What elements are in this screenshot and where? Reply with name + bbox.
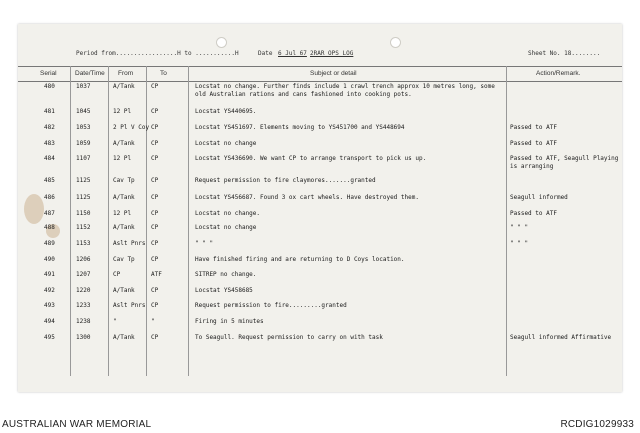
row-action: Passed to ATF	[510, 124, 557, 131]
row-from: Cav Tp	[113, 256, 135, 263]
row-time: 1233	[76, 302, 91, 309]
row-time: 1125	[76, 177, 91, 184]
row-serial: 490	[44, 256, 55, 263]
row-serial: 491	[44, 271, 55, 278]
row-subject: Firing in 5 minutes	[195, 318, 264, 325]
row-subject: Locstat YS436690. We want CP to arrange transport to pick us up.	[195, 155, 427, 162]
row-serial: 494	[44, 318, 55, 325]
row-from: A/Tank	[113, 334, 135, 341]
col-datetime: Date/Time	[75, 70, 105, 77]
column-divider	[146, 66, 147, 376]
column-divider	[506, 66, 507, 376]
hq-title: 2RAR OPS LOG	[310, 50, 354, 57]
row-to: CP	[151, 256, 159, 263]
row-to: CP	[151, 210, 159, 217]
row-to: CP	[151, 334, 159, 341]
row-to: CP	[151, 302, 159, 309]
row-time: 1220	[76, 287, 91, 294]
row-action: Passed to ATF	[510, 210, 557, 217]
row-time: 1152	[76, 224, 91, 231]
row-time: 1300	[76, 334, 91, 341]
stain	[24, 194, 44, 224]
row-time: 1206	[76, 256, 91, 263]
row-from: CP	[113, 271, 121, 278]
log-sheet	[18, 24, 622, 392]
row-action: " " "	[510, 240, 529, 247]
row-to: CP	[151, 155, 159, 162]
row-from: 12 Pl	[113, 108, 132, 115]
row-to: ATF	[151, 271, 162, 278]
row-subject: Locstat YS451697. Elements moving to YS451700 and YS448694	[195, 124, 405, 131]
row-subject: Locstat no change	[195, 140, 257, 147]
col-serial: Serial	[40, 70, 57, 77]
row-serial: 483	[44, 140, 55, 147]
row-to: CP	[151, 108, 159, 115]
row-subject: Locstat YS440695.	[195, 108, 257, 115]
row-subject: Locstat YS456687. Found 3 ox cart wheels. Have destroyed them.	[195, 194, 419, 201]
row-time: 1053	[76, 124, 91, 131]
punch-hole	[216, 37, 227, 48]
row-subject: Locstat no change. Further finds include 1 crawl trench approx 10 metres long, some old Australian rations and cans fashioned into cooking pots.	[195, 83, 495, 98]
row-from: 2 Pl V Coy	[113, 124, 150, 131]
column-divider	[70, 66, 71, 376]
row-from: A/Tank	[113, 140, 135, 147]
row-serial: 482	[44, 124, 55, 131]
row-from: Aslt Pnrs	[113, 302, 146, 309]
row-action: Seagull informed	[510, 194, 568, 201]
row-from: A/Tank	[113, 83, 135, 90]
row-serial: 486	[44, 194, 55, 201]
period-field: Period from.................H to ...........H	[76, 50, 239, 57]
footer-id: RCDIG1029933	[560, 419, 634, 430]
row-to: CP	[151, 124, 159, 131]
row-serial: 487	[44, 210, 55, 217]
row-action: " " "	[510, 224, 529, 231]
row-serial: 481	[44, 108, 55, 115]
punch-hole	[390, 37, 401, 48]
row-action: Passed to ATF	[510, 140, 557, 147]
row-to: "	[151, 318, 155, 325]
column-divider	[108, 66, 109, 376]
row-time: 1107	[76, 155, 91, 162]
row-from: Cav Tp	[113, 177, 135, 184]
row-to: CP	[151, 140, 159, 147]
row-subject: Request permission to fire.........granted	[195, 302, 347, 309]
footer-credit: AUSTRALIAN WAR MEMORIAL	[2, 419, 152, 430]
row-time: 1059	[76, 140, 91, 147]
date-value: 6 Jul 67	[278, 50, 307, 57]
row-subject: To Seagull. Request permission to carry on with task	[195, 334, 383, 341]
row-to: CP	[151, 83, 159, 90]
row-time: 1125	[76, 194, 91, 201]
col-action: Action/Remark.	[536, 70, 581, 77]
column-divider	[188, 66, 189, 376]
date-label: Date	[258, 50, 273, 57]
col-subject: Subject or detail	[310, 70, 357, 77]
row-from: A/Tank	[113, 194, 135, 201]
row-serial: 493	[44, 302, 55, 309]
col-to: To	[160, 70, 167, 77]
row-to: CP	[151, 194, 159, 201]
row-to: CP	[151, 224, 159, 231]
row-from: A/Tank	[113, 287, 135, 294]
row-from: Aslt Pnrs	[113, 240, 146, 247]
row-to: CP	[151, 287, 159, 294]
row-subject: Request permission to fire claymores.......granted	[195, 177, 376, 184]
row-action: Seagull informed Affirmative	[510, 334, 612, 341]
row-subject: SITREP no change.	[195, 271, 257, 278]
row-from: A/Tank	[113, 224, 135, 231]
row-from: 12 Pl	[113, 155, 132, 162]
row-subject: " " "	[195, 240, 214, 247]
row-time: 1153	[76, 240, 91, 247]
row-time: 1207	[76, 271, 91, 278]
row-from: 12 Pl	[113, 210, 132, 217]
row-to: CP	[151, 240, 159, 247]
sheet-number: Sheet No. 18........	[528, 50, 601, 57]
row-time: 1150	[76, 210, 91, 217]
row-from: "	[113, 318, 117, 325]
row-serial: 489	[44, 240, 55, 247]
row-serial: 495	[44, 334, 55, 341]
row-subject: Have finished firing and are returning to D Coys location.	[195, 256, 405, 263]
row-time: 1045	[76, 108, 91, 115]
row-time: 1037	[76, 83, 91, 90]
row-serial: 485	[44, 177, 55, 184]
row-serial: 488	[44, 224, 55, 231]
row-serial: 480	[44, 83, 55, 90]
col-from: From	[118, 70, 134, 77]
row-subject: Locstat no change	[195, 224, 257, 231]
row-subject: Locstat no change.	[195, 210, 261, 217]
row-action: Passed to ATF, Seagull Playing is arranging	[510, 155, 619, 170]
row-serial: 492	[44, 287, 55, 294]
row-serial: 484	[44, 155, 55, 162]
row-to: CP	[151, 177, 159, 184]
row-time: 1238	[76, 318, 91, 325]
row-subject: Locstat YS458685	[195, 287, 253, 294]
